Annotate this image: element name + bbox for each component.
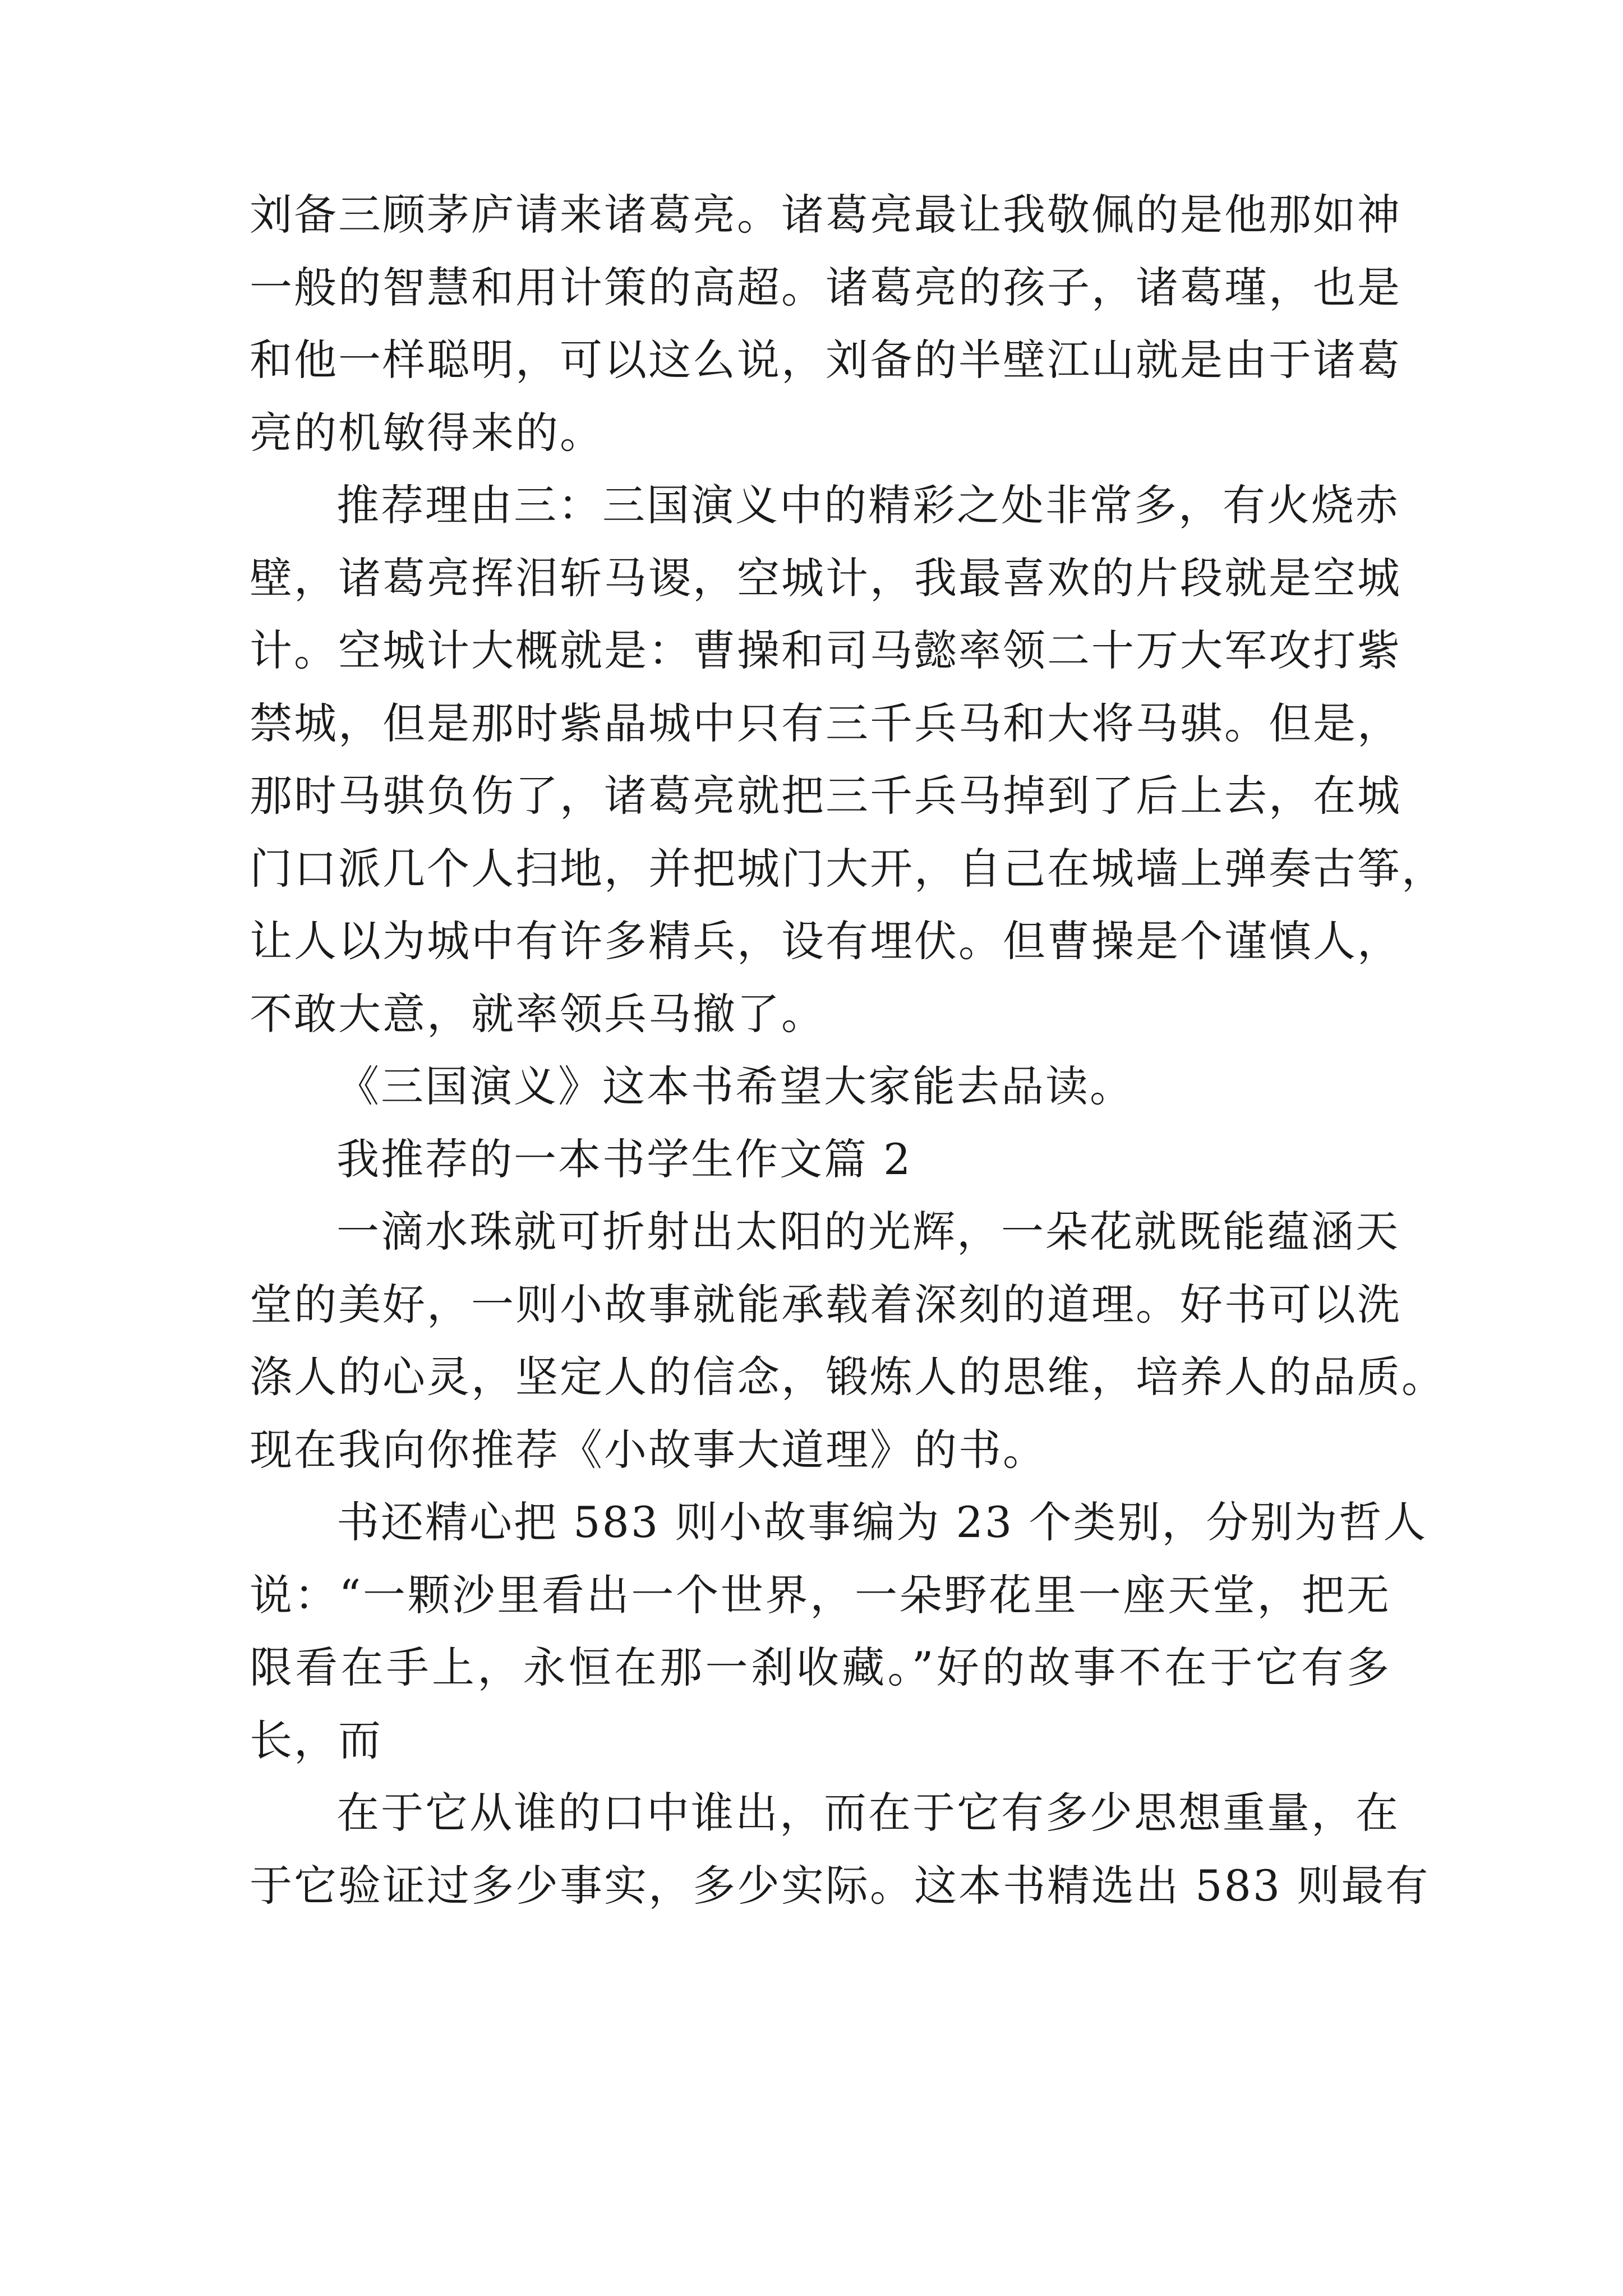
text-line: 刘备三顾茅庐请来诸葛亮。诸葛亮最让我敬佩的是他那如神	[250, 190, 1401, 240]
text-line: 堂的美好，一则小故事就能承载着深刻的道理。好书可以洗	[250, 1279, 1401, 1329]
paragraph-first-line: 《三国演义》这本书希望大家能去品读。	[336, 1061, 1134, 1111]
text-line: 和他一样聪明，可以这么说，刘备的半壁江山就是由于诸葛	[250, 335, 1401, 385]
text-line: 壁，诸葛亮挥泪斩马谡，空城计，我最喜欢的片段就是空城	[250, 553, 1401, 603]
text-line: 计。空城计大概就是：曹操和司马懿率领二十万大军攻打紫	[250, 625, 1401, 675]
text-line: 现在我向你推荐《小故事大道理》的书。	[250, 1424, 1047, 1475]
text-line: 不敢大意，就率领兵马撤了。	[250, 988, 826, 1039]
text-line: 涤人的心灵，坚定人的信念，锻炼人的思维，培养人的品质。	[250, 1352, 1446, 1402]
paragraph-first-line: 推荐理由三：三国演义中的精彩之处非常多，有火烧赤	[336, 480, 1400, 530]
paragraph-first-line: 在于它从谁的口中谁出，而在于它有多少思想重量，在	[336, 1788, 1400, 1838]
text-line: 于它验证过多少事实，多少实际。这本书精选出 583 则最有	[250, 1860, 1430, 1911]
text-line: 禁城，但是那时紫晶城中只有三千兵马和大将马骐。但是，	[250, 698, 1401, 748]
paragraph-first-line: 一滴水珠就可折射出太阳的光辉，一朵花就既能蕴涵天	[336, 1207, 1400, 1257]
text-line: 说：“一颗沙里看出一个世界，一朵野花里一座天堂，把无	[250, 1570, 1391, 1620]
text-line: 长，而	[250, 1715, 382, 1765]
text-line: 亮的机敏得来的。	[250, 407, 604, 458]
text-line: 限看在手上，永恒在那一刹收藏。”好的故事不在于它有多	[250, 1642, 1391, 1692]
section-heading: 我推荐的一本书学生作文篇 2	[336, 1134, 912, 1184]
text-line: 让人以为城中有许多精兵，设有埋伏。但曹操是个谨慎人，	[250, 916, 1401, 966]
text-line: 门口派几个人扫地，并把城门大开，自己在城墙上弹奏古筝，	[250, 843, 1446, 894]
text-line: 一般的智慧和用计策的高超。诸葛亮的孩子，诸葛瑾，也是	[250, 262, 1401, 312]
text-line: 那时马骐负伤了，诸葛亮就把三千兵马掉到了后上去，在城	[250, 771, 1401, 821]
paragraph-first-line: 书还精心把 583 则小故事编为 23 个类别，分别为哲人	[336, 1497, 1428, 1547]
document-body	[250, 178, 1446, 1922]
